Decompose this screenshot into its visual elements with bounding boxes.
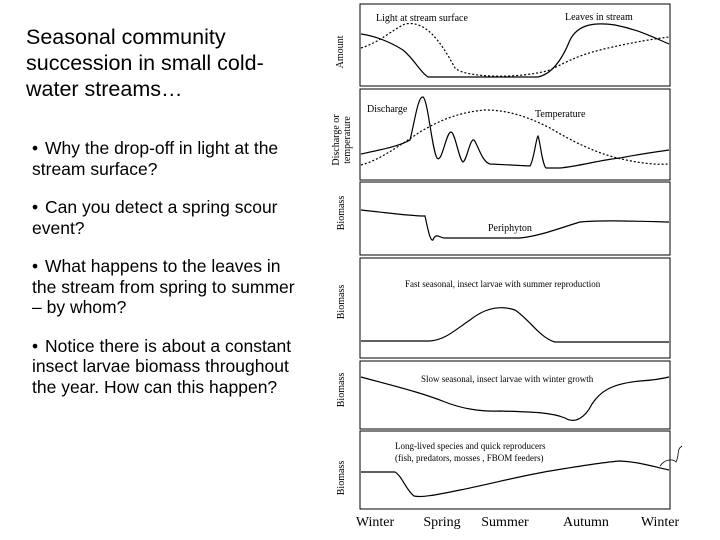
xaxis-label-spring: Spring — [423, 515, 461, 530]
ylabel-discharge-line2: temperature — [342, 116, 353, 164]
xaxis-label-summer: Summer — [481, 515, 529, 530]
curve-long-lived-species — [361, 461, 669, 497]
ylabel-biomass-slow: Biomass — [336, 372, 347, 408]
ylabel-biomass-periphyton: Biomass — [336, 195, 347, 231]
xaxis-label-winter-end: Winter — [640, 515, 680, 530]
curve-temperature — [361, 110, 669, 165]
label-long-lived-line2: (fish, predators, mosses , FBOM feeders) — [395, 453, 544, 463]
curve-light-at-stream-surface — [361, 24, 669, 77]
bullet-text: Notice there is about a constant insect larvae biomass throughout the year. How can this happen? — [32, 335, 292, 397]
ylabel-biomass-fast: Biomass — [336, 284, 347, 320]
label-leaves-in-stream: Leaves in stream — [565, 12, 633, 23]
panel-frame-periphyton — [360, 182, 670, 255]
panel-frame-fast-seasonal — [360, 258, 670, 358]
bullet-text: Why the drop-off in light at the stream surface? — [32, 138, 279, 179]
label-long-lived-line1: Long-lived species and quick reproducers — [395, 441, 546, 451]
label-discharge: Discharge — [367, 104, 408, 115]
bullet-text: Can you detect a spring scour event? — [32, 197, 278, 238]
panel-frame-slow-seasonal — [360, 361, 670, 429]
label-periphyton: Periphyton — [488, 223, 532, 234]
bullet-marker: • — [32, 138, 39, 158]
ylabel-biomass-long-lived: Biomass — [336, 460, 347, 496]
curve-leaves-in-stream — [361, 23, 669, 76]
xaxis-label-autumn: Autumn — [563, 515, 609, 530]
ylabel-discharge-line1: Discharge or — [331, 114, 342, 166]
bullet-marker: • — [32, 335, 39, 356]
bullet-text: What happens to the leaves in the stream from spring to summer – by whom? — [32, 256, 295, 317]
label-temperature: Temperature — [535, 109, 586, 120]
label-light-at-stream-surface: Light at stream surface — [376, 13, 468, 24]
curve-fast-seasonal-larvae — [361, 308, 669, 342]
label-fast-seasonal: Fast seasonal, insect larvae with summer reproduction — [405, 279, 601, 289]
ylabel-amount: Amount — [335, 35, 346, 69]
label-slow-seasonal: Slow seasonal, insect larvae with winter growth — [421, 374, 594, 384]
xaxis-label-winter-start: Winter — [355, 515, 395, 530]
bullet-marker: • — [32, 197, 39, 217]
panel-frame-discharge-temperature — [360, 89, 670, 180]
bullet-marker: • — [32, 256, 39, 276]
curve-long-lived-squiggle — [660, 446, 682, 466]
slide-title: Seasonal community succession in small cold-water streams… — [26, 25, 264, 101]
